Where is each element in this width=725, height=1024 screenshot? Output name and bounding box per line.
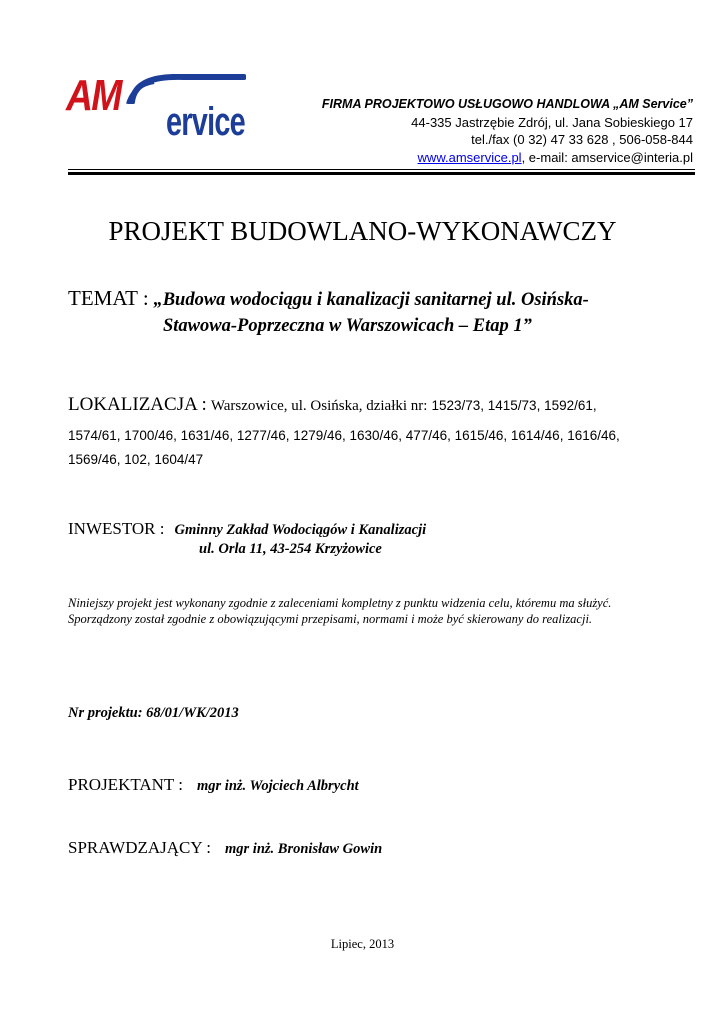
investor xyxy=(68,519,426,539)
location-numbers-2: 1574/61, 1700/46, 1631/46, 1277/46, 1279/46, 1630/46, 477/46, 1615/46, 1614/46, 1616/46, xyxy=(68,428,620,443)
header-divider xyxy=(68,169,695,170)
company-name: FIRMA PROJEKTOWO USŁUGOWO HANDLOWA „AM Service” xyxy=(321,97,693,111)
email-text: , e-mail: amservice@interia.pl xyxy=(521,150,693,165)
investor-address: ul. Orla 11, 43-254 Krzyżowice xyxy=(199,541,382,557)
document-date: Lipiec, 2013 xyxy=(330,937,395,951)
designer-label: PROJEKTANT xyxy=(68,775,175,794)
location-text: Warszowice, ul. Osińska, działki nr: xyxy=(210,398,428,414)
header-divider-thick xyxy=(68,172,695,175)
topic-line-1: „Budowa wodociągu i kanalizacji sanitarnej ul. Osińska- xyxy=(153,290,589,310)
designer xyxy=(68,775,359,795)
location xyxy=(68,394,597,416)
checker-name: mgr inż. Bronisław Gowin xyxy=(225,841,383,857)
document-title: PROJEKT BUDOWLANO-WYKONAWCZY xyxy=(108,216,617,246)
note-line-1: Niniejszy projekt jest wykonany zgodnie z zaleceniami kompletny z punktu widzenia celu, któremu ma służyć. xyxy=(68,596,612,610)
logo-am-text: AM xyxy=(66,71,121,120)
designer-name: mgr inż. Wojciech Albrycht xyxy=(197,778,359,794)
location-numbers-3: 1569/46, 102, 1604/47 xyxy=(68,452,204,467)
checker-sep: : xyxy=(206,838,212,857)
location-label: LOKALIZACJA : xyxy=(68,394,207,415)
designer-sep: : xyxy=(178,775,183,794)
topic-label: TEMAT : xyxy=(68,286,149,310)
investor-name: Gminny Zakład Wodociągów i Kanalizacji xyxy=(174,522,427,538)
checker xyxy=(68,838,382,858)
website-link[interactable]: www.amservice.pl xyxy=(417,150,522,165)
company-address: 44-335 Jastrzębie Zdrój, ul. Jana Sobieskiego 17 xyxy=(411,115,693,130)
note-line-2: Sporządzony został zgodnie z obowiązującymi przepisami, normami i może być skierowany do realizacji. xyxy=(68,612,593,626)
topic xyxy=(68,286,589,311)
company-contact xyxy=(418,149,693,167)
company-phone: tel./fax (0 32) 47 33 628 , 506-058-844 xyxy=(471,132,693,147)
project-number: Nr projektu: 68/01/WK/2013 xyxy=(68,705,239,721)
investor-label: INWESTOR xyxy=(68,519,156,538)
company-logo xyxy=(66,71,246,146)
topic-line-2: Stawowa-Poprzeczna w Warszowicach – Etap 1” xyxy=(163,316,532,336)
checker-label: SPRAWDZAJĄCY xyxy=(68,838,203,857)
investor-sep: : xyxy=(159,519,165,538)
location-numbers-1: 1523/73, 1415/73, 1592/61, xyxy=(431,398,597,413)
logo-service-text: ervice xyxy=(166,100,245,144)
